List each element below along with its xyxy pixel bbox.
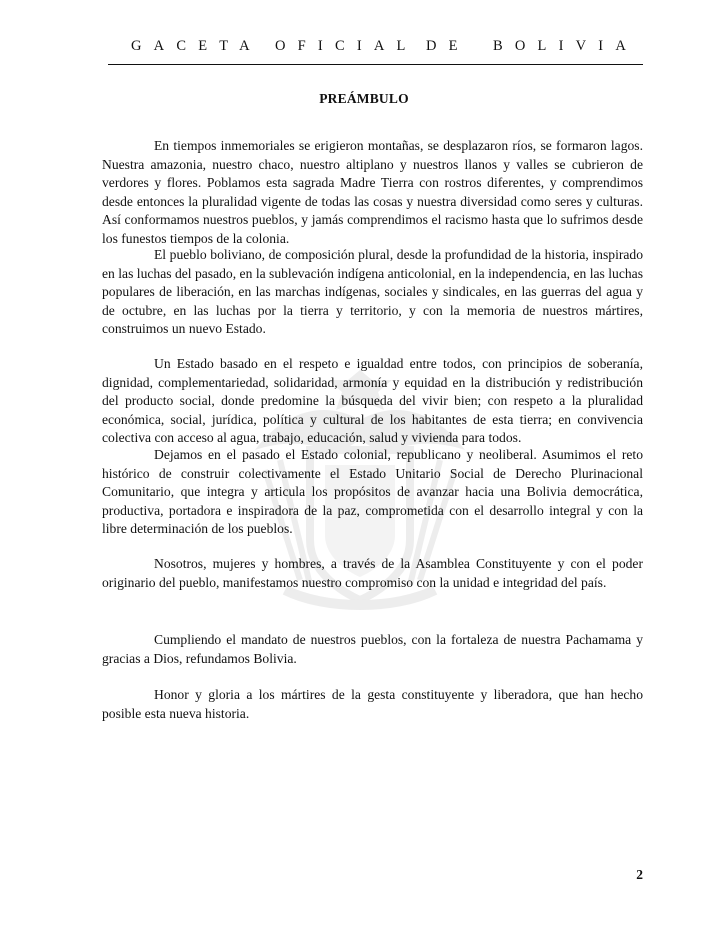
paragraph-6: Cumpliendo el mandato de nuestros pueblos, con la fortaleza de nuestra Pachamama y gracias a Dios, refundamos Bolivia. xyxy=(102,632,643,666)
header-word-gaceta: GACETA xyxy=(131,38,262,54)
gazette-header xyxy=(108,36,643,65)
paragraph-1: En tiempos inmemoriales se erigieron montañas, se desplazaron ríos, se formaron lagos. Nuestra amazonia, nuestro chaco, nuestro altiplano y nuestros llanos y valles se cubrieron de verdores y flores. Poblamos esta sagrada Madre Tierra con rostros diferentes, y comprendimos desde entonces la pluralidad vigente de todas las cosas y nuestra diversidad como seres y culturas. Así conformamos nuestros pueblos, y jamás comprendimos el racismo hasta que lo sufrimos desde los funestos tiempos de la colonia. xyxy=(102,138,643,246)
paragraph-2: El pueblo boliviano, de composición plural, desde la profundidad de la historia, inspirado en las luchas del pasado, en la sublevación indígena anticolonial, en la independencia, en las luchas populares de liberación, en las marchas indígenas, sociales y sindicales, en las guerras del agua y de octubre, en las luchas por la tierra y territorio, y con la memoria de nuestros mártires, construimos un nuevo Estado. xyxy=(102,247,643,336)
page-number: 2 xyxy=(636,867,643,882)
header-word-oficial: OFICIAL xyxy=(275,38,418,54)
header-word-de: DE xyxy=(426,38,470,54)
paragraph-5: Nosotros, mujeres y hombres, a través de la Asamblea Constituyente y con el poder originario del pueblo, manifestamos nuestro compromiso con la unidad e integridad del país. xyxy=(102,556,643,590)
paragraph-3: Un Estado basado en el respeto e igualdad entre todos, con principios de soberanía, dignidad, complementariedad, solidaridad, armonía y equidad en la distribución y redistribución del producto social, donde predomine la búsqueda del vivir bien; con respeto a la pluralidad económica, social, jurídica, política y cultural de los habitantes de esta tierra; en convivencia colectiva con acceso al agua, trabajo, educación, salud y vivienda para todos. xyxy=(102,356,643,445)
document-title: PREÁMBULO xyxy=(319,91,409,106)
paragraph-4: Dejamos en el pasado el Estado colonial, republicano y neoliberal. Asumimos el reto histórico de construir colectivamente el Estado Unitario Social de Derecho Plurinacional Comunitario, que integra y articula los propósitos de avanzar hacia una Bolivia democrática, productiva, portadora e inspiradora de la paz, comprometida con el desarrollo integral y con la libre determinación de los pueblos. xyxy=(102,447,643,536)
header-word-bolivia: BOLIVIA xyxy=(493,38,639,54)
paragraph-7: Honor y gloria a los mártires de la gesta constituyente y liberadora, que han hecho posible esta nueva historia. xyxy=(102,687,643,721)
